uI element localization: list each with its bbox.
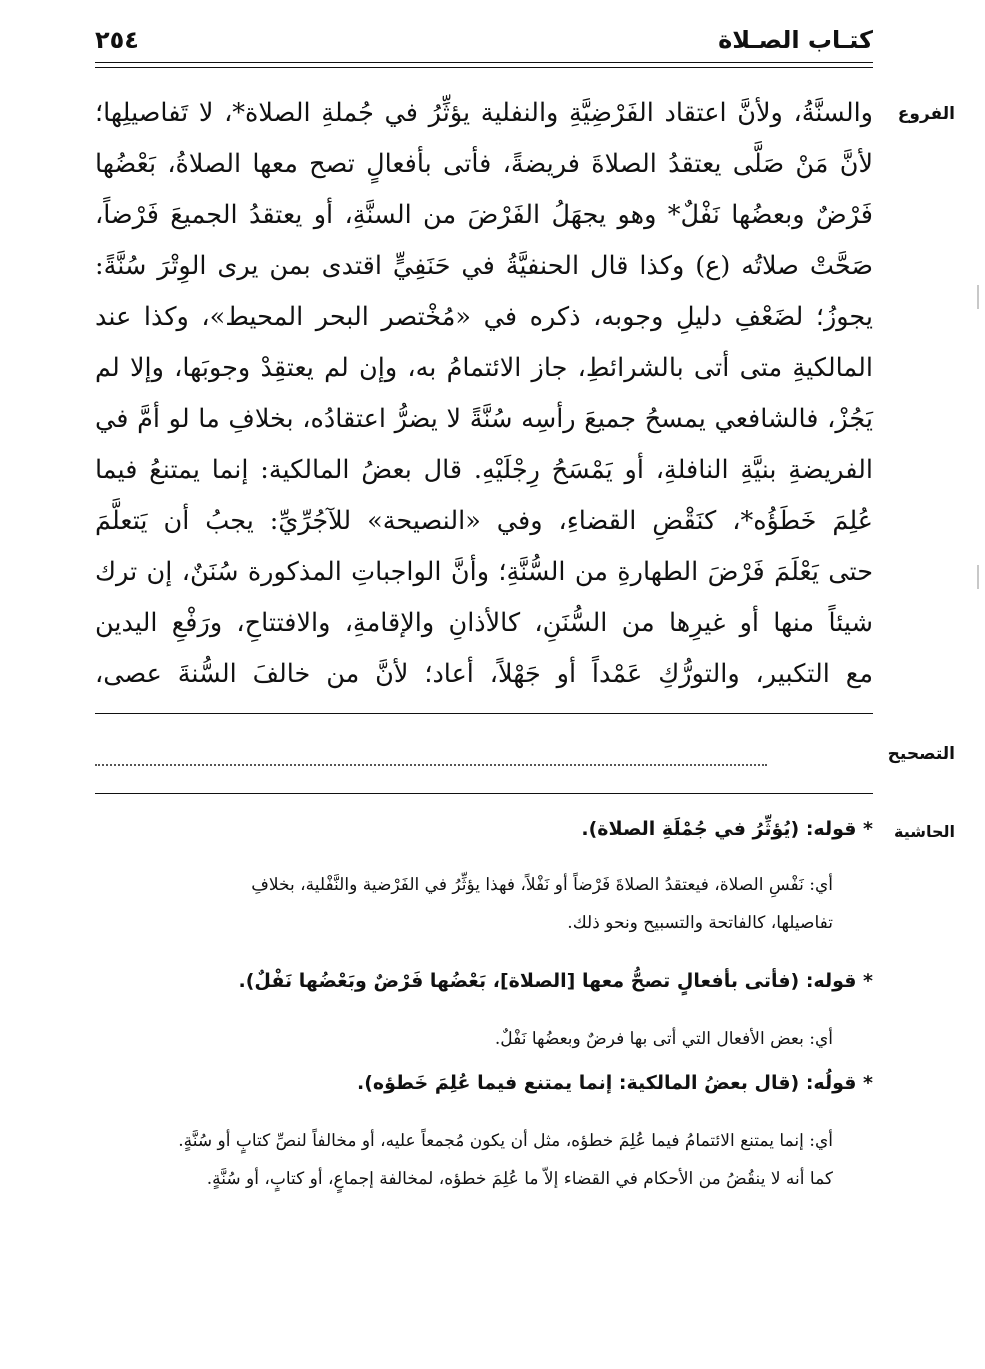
text-line: عُلِمَ خَطَؤُه*، كنَقْضِ القضاءِ، وفي «النصيحة» للآجُرِّيِّ: يجبُ أن يَتعلَّمَ [95, 506, 873, 536]
margin-notes-label: الحاشية [894, 822, 955, 841]
note-line: تفاصيلها، كالفاتحة والتسبيح ونحو ذلك. [567, 913, 833, 933]
text-line: المالكيةِ متى أتى بالشرائطِ، جاز الائتمامُ به، وإن لم يعتقِدْ وجوبَها، وإلا لم [95, 353, 873, 383]
text-line: مع التكبير، والتورُّكِ عَمْداً أو جَهْلاً، أعاد؛ لأنَّ من خالفَ السُّنةَ عصى، [95, 659, 873, 689]
text-line: لأنَّ مَنْ صَلَّى يعتقدُ الصلاةَ فريضةً، فأتى بأفعالٍ تصح معها الصلاةُ، بَعْضُها [95, 149, 873, 179]
note-heading: * قوله: (يُؤثِّرُ في جُمْلَةِ الصلاة). [581, 818, 873, 840]
text-line: يجوزُ؛ لضَعْفِ دليلِ وجوبه، ذكره في «مُخْتصر البحر المحيط»، وكذا عند [95, 302, 873, 332]
text-line: والسنَّةُ، ولأنَّ اعتقاد الفَرْضِيَّةِ والنفلية يؤثِّرُ في جُملةِ الصلاة*، لا تَفاصيلِها؛ [95, 98, 873, 128]
note-body [95, 1122, 833, 1198]
note-line: أي: بعض الأفعال التي أتى بها فرضٌ وبعضُها نَفْلٌ. [494, 1029, 833, 1049]
text-line: حتى يَعْلَمَ فَرْضَ الطهارةِ من السُّنَّةِ؛ وأنَّ الواجباتِ المذكورة سُنَنٌ، إن ترك [95, 557, 873, 587]
page-number: ٢٥٤ [95, 26, 139, 54]
note-heading: * قولُه: (قال بعضُ المالكية: إنما يمتنع فيما عُلِمَ خَطؤه). [357, 1072, 873, 1094]
text-line: صَحَّتْ صلاتُه (ع) وكذا قال الحنفيَّةُ في حَنَفِيٍّ اقتدى بمن يرى الوِتْرَ سُنَّةً: [95, 251, 873, 281]
text-line: يَجُزْ، فالشافعي يمسحُ جميعَ رأسِه سُنَّةً لا يضرُّ اعتقادُه، بخلافِ ما لو أمَّ في [95, 404, 873, 434]
note-body [95, 1020, 833, 1058]
note-body [95, 866, 833, 942]
branches-label: الفروع [897, 104, 955, 124]
scan-artifact [977, 285, 979, 309]
chapter-title: كتـاب الصـلاة [718, 26, 873, 54]
text-line: الفريضةِ بنيَّةِ النافلةِ، أو يَمْسَحُ رِجْلَيْهِ. قال بعضُ المالكية: إنما يمتنعُ فيما [95, 455, 873, 485]
text-line: شيئاً منها أو غيرِها من السُّنَنِ، كالأذانِ والإقامةِ، والافتتاحِ، ورَفْعِ اليدين [95, 608, 873, 638]
note-line: أي: إنما يمتنع الائتمامُ فيما عُلِمَ خطؤه، مثل أن يكون مُجمعاً عليه، أو مخالفاً لنصِّ كتابٍ أو سُنَّةٍ. [178, 1131, 833, 1151]
note-heading: * قوله: (فأتى بأفعالٍ تصحُّ معها [الصلاة]، بَعْضُها فَرْضٌ وبَعْضُها نَفْلٌ). [238, 970, 873, 992]
scan-artifact [977, 565, 979, 589]
text-line: فَرْضٌ وبعضُها نَفْلٌ* وهو يجهَلُ الفَرْضَ من السنَّةِ، أو يعتقدُ الجميعَ فَرْضاً، [95, 200, 873, 230]
note-line: أي: نَفْسِ الصلاة، فيعتقدُ الصلاةَ فَرْضاً أو نَفْلاً، فهذا يؤثِّرُ في الفَرْضية والنَّفْلية، بخلافِ [251, 875, 833, 895]
correction-label: التصحيح [887, 744, 955, 764]
margin-notes [95, 0, 873, 1369]
note-line: كما أنه لا ينقُضُ من الأحكام في القضاء إلاّ ما عُلِمَ خطؤه، لمخالفة إجماعٍ، أو كتابٍ، أو سُنَّةٍ. [206, 1169, 833, 1189]
